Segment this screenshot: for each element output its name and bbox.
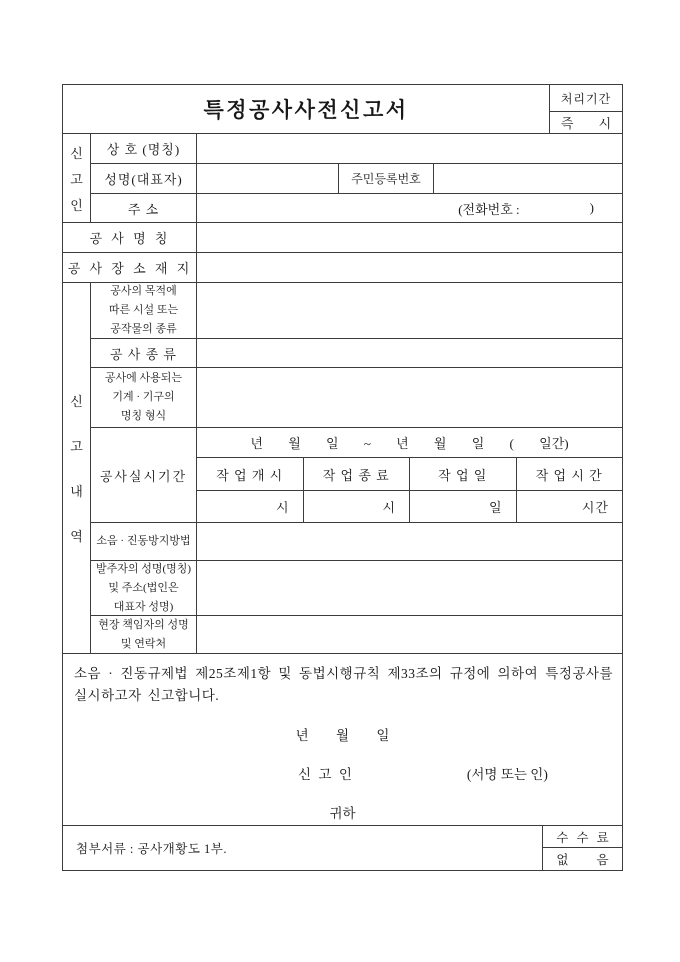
declaration-body: 소음 · 진동규제법 제25조제1항 및 동법시행규칙 제33조의 규정에 의하여 특정공사를 실시하고자 신고합니다.: [74, 666, 613, 703]
purpose-label: [91, 283, 197, 338]
reporter-vertical-char: 고: [70, 171, 83, 187]
construction-location-label: 공 사 장 소 재 지: [63, 253, 197, 282]
construction-name-row: [63, 223, 622, 253]
name-row: [91, 164, 622, 194]
address-row: [91, 194, 622, 222]
footer-row: [63, 826, 622, 870]
report-form: [62, 84, 623, 871]
orderer-label-line: 대표자 성명): [113, 600, 174, 613]
machinery-label: [91, 368, 197, 427]
purpose-label-line: 따른 시설 또는: [108, 304, 179, 316]
period-unit-row: [197, 491, 622, 522]
machinery-label-line: 공사에 사용되는: [104, 372, 183, 384]
construction-name-field: [197, 223, 622, 252]
fee-value: 없 음: [556, 853, 609, 867]
processing-period-cell: [550, 85, 622, 133]
details-rows: [91, 283, 622, 653]
machinery-label-line: 기계 · 기구의: [112, 391, 175, 403]
details-vertical-char: 내: [70, 484, 83, 499]
work-type-label: 공 사 종 류: [91, 339, 197, 367]
orderer-label-line: 및 주소(법인은: [108, 581, 179, 594]
orderer-label: [91, 561, 197, 615]
noise-prevention-label: [91, 523, 197, 560]
company-row: [91, 134, 622, 164]
name-field: [197, 164, 339, 193]
work-end-header: 작 업 종 료: [304, 458, 411, 490]
period-table: [197, 428, 622, 522]
work-end-unit: 시: [304, 491, 411, 522]
details-vertical-char: 역: [70, 529, 83, 544]
work-start-header: 작 업 개 시: [197, 458, 304, 490]
processing-period-value: 즉 시: [560, 116, 612, 131]
details-vertical-char: 신: [70, 394, 83, 409]
noise-prevention-row: [91, 523, 622, 561]
company-field: [197, 134, 622, 163]
site-manager-row: [91, 616, 622, 654]
purpose-label-line: 공사의 목적에: [110, 285, 177, 297]
reporter-section: [63, 134, 622, 223]
period-row: [91, 428, 622, 523]
phone-close-paren: ): [589, 200, 594, 215]
purpose-field: [197, 283, 622, 338]
signer-label: 신 고 인: [298, 767, 352, 782]
work-hours-unit: 시간: [581, 500, 609, 515]
details-vertical-label: [63, 283, 91, 653]
site-manager-field: [197, 616, 622, 654]
work-start-unit: 시: [197, 491, 304, 522]
declaration-section: [63, 654, 622, 826]
noise-prevention-label-line: 소음 · 진동방지방법: [96, 535, 191, 547]
declaration-signer-line: [63, 763, 622, 783]
work-days-unit: 일: [410, 491, 517, 522]
company-label: 상 호 (명칭): [91, 134, 197, 163]
construction-location-field: [197, 253, 622, 282]
machinery-label-line: 명칭 형식: [120, 410, 167, 422]
orderer-field: [197, 561, 622, 615]
site-manager-label: [91, 616, 197, 654]
orderer-row: [91, 561, 622, 616]
purpose-label-line: 공작물의 종류: [110, 323, 177, 335]
header-row: [63, 85, 622, 134]
attachment-note: 첨부서류 : 공사개황도 1부.: [63, 826, 543, 870]
site-manager-label-line: 및 연락처: [120, 638, 167, 650]
recipient-label: 귀하: [329, 806, 356, 821]
fee-cell: [543, 826, 622, 870]
phone-label: (전화번호 :: [458, 201, 520, 217]
signature-note: (서명 또는 인): [466, 767, 548, 782]
work-type-field: [197, 339, 622, 367]
noise-prevention-field: [197, 523, 622, 560]
work-hours-header: 작 업 시 간: [535, 467, 603, 483]
work-type-row: [91, 339, 622, 368]
title-cell: [63, 85, 550, 133]
reporter-vertical-label: [63, 134, 91, 222]
work-days-header: 작 업 일: [410, 458, 517, 490]
details-section: [63, 283, 622, 654]
construction-location-row: [63, 253, 622, 283]
rrn-field: [434, 164, 622, 193]
declaration-date-line: 년 월 일: [295, 728, 390, 743]
period-date-range: 년 월 일 ~ 년 월 일 ( 일간): [197, 428, 622, 458]
fee-label: 수 수 료: [543, 826, 622, 848]
machinery-field: [197, 368, 622, 427]
form-title: 특정공사사전신고서: [203, 98, 409, 122]
purpose-row: [91, 283, 622, 339]
address-label: 주 소: [91, 194, 197, 222]
period-label: 공사실시기간: [91, 428, 197, 522]
reporter-vertical-char: 신: [70, 145, 83, 161]
rrn-label: 주민등록번호: [339, 164, 434, 193]
orderer-label-line: 발주자의 성명(명칭): [95, 562, 192, 575]
machinery-row: [91, 368, 622, 428]
reporter-vertical-char: 인: [70, 197, 83, 213]
name-label: 성명(대표자): [91, 164, 197, 193]
address-field: [197, 194, 622, 222]
construction-name-label: 공 사 명 칭: [63, 223, 197, 252]
period-header-row: [197, 458, 622, 491]
processing-period-label: 처리기간: [550, 85, 622, 112]
site-manager-label-line: 현장 책임자의 성명: [98, 619, 189, 631]
reporter-rows: [91, 134, 622, 222]
details-vertical-char: 고: [70, 439, 83, 454]
